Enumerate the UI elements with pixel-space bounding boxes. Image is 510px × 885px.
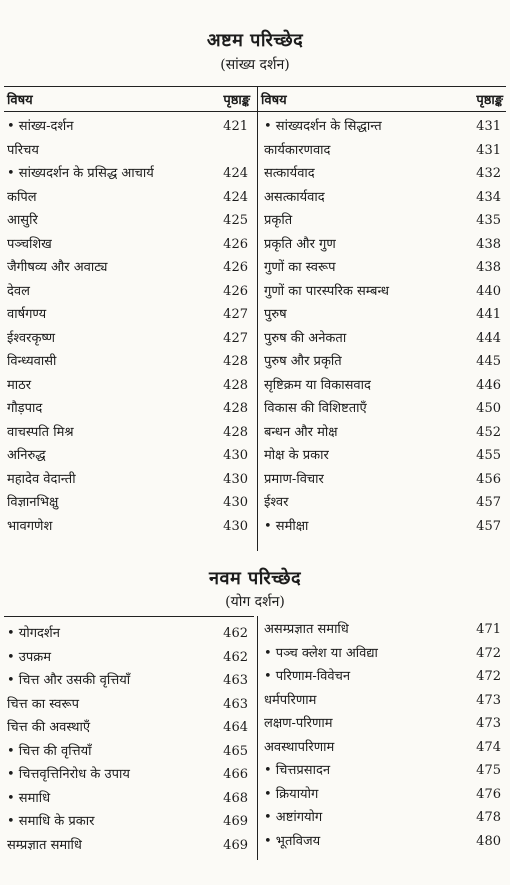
toc-entry-page: 430 <box>223 518 248 534</box>
toc-entry-page: 466 <box>223 767 248 782</box>
toc-entry-title: बन्धन और मोक्ष <box>264 424 338 440</box>
chapter-9-toc-table <box>4 616 506 864</box>
toc-entry-title: सत्कार्यवाद <box>264 166 315 181</box>
toc-entry-title: चित्त की अवस्थाएँ <box>7 720 91 735</box>
toc-entry-title: चित्त का स्वरूप <box>7 696 79 712</box>
table-header <box>4 86 254 110</box>
toc-row <box>258 115 507 139</box>
toc-row <box>258 397 507 421</box>
toc-entry-page: 474 <box>476 739 501 755</box>
chapter-9-subtitle: (योग दर्शन) <box>225 594 285 610</box>
toc-entry-page: 431 <box>476 119 501 134</box>
toc-entry-title: • पञ्च क्लेश या अविद्या <box>264 645 378 661</box>
toc-row <box>4 421 254 445</box>
toc-row <box>4 233 254 257</box>
toc-row <box>4 303 254 327</box>
toc-row <box>258 186 507 210</box>
toc-entry-page: 462 <box>223 649 248 665</box>
toc-entry-title: धर्मपरिणाम <box>264 692 317 708</box>
toc-row <box>4 716 254 740</box>
toc-row <box>4 834 254 858</box>
toc-entry-title: माठर <box>7 377 32 393</box>
toc-row <box>4 646 254 670</box>
table-header <box>258 86 507 110</box>
toc-entry-page: 428 <box>223 424 248 440</box>
toc-row <box>258 139 507 163</box>
toc-entry-page: 463 <box>223 696 248 712</box>
toc-row <box>258 256 507 280</box>
subject-header: विषय <box>7 93 33 108</box>
toc-entry-page: 425 <box>223 213 248 228</box>
toc-entry-title: मोक्ष के प्रकार <box>264 448 329 463</box>
chapter-8-left-column <box>4 86 254 551</box>
toc-entry-page: 426 <box>223 260 248 275</box>
toc-row <box>258 712 507 736</box>
toc-entry-page: 469 <box>223 837 248 853</box>
toc-entry-page: 446 <box>476 377 501 393</box>
toc-entry-page: 427 <box>223 307 248 322</box>
toc-row <box>258 642 507 666</box>
toc-entry-page: 427 <box>223 330 248 346</box>
toc-entry-page: 457 <box>476 495 501 510</box>
toc-entry-title: • चित्त की वृत्तियाँ <box>7 743 92 759</box>
toc-entry-title: • समाधि <box>7 790 51 806</box>
toc-row <box>258 689 507 713</box>
chapter-8-title: अष्टम परिच्छेद <box>206 30 304 51</box>
toc-entry-page: 480 <box>476 833 501 849</box>
toc-row <box>4 787 254 811</box>
toc-entry-title: • भूतविजय <box>264 833 321 849</box>
toc-entry-page: 476 <box>476 786 501 802</box>
toc-entry-title: विज्ञानभिक्षु <box>7 495 59 510</box>
chapter-8-right-column <box>257 86 507 551</box>
toc-entry-page: 426 <box>223 236 248 252</box>
toc-entry-title: ईश्वरकृष्ण <box>7 330 56 346</box>
toc-entry-page: 471 <box>476 622 501 637</box>
toc-row <box>258 327 507 351</box>
toc-row <box>4 468 254 492</box>
subject-header: विषय <box>261 93 287 108</box>
toc-entry-page: 472 <box>476 645 501 661</box>
toc-row <box>4 515 254 539</box>
toc-row <box>258 783 507 807</box>
toc-entry-page: 456 <box>476 471 501 487</box>
toc-entry-page: 445 <box>476 354 501 369</box>
toc-row <box>258 468 507 492</box>
toc-entry-title: अनिरुद्ध <box>7 448 46 463</box>
toc-entry-page: 438 <box>476 236 501 252</box>
toc-row <box>4 186 254 210</box>
toc-entry-title: • चित्त और उसकी वृत्तियाँ <box>7 673 131 688</box>
toc-row <box>4 669 254 693</box>
toc-row <box>4 162 254 186</box>
toc-entry-title: • परिणाम-विवेचन <box>264 669 351 684</box>
toc-row <box>4 115 254 139</box>
toc-entry-title: • चित्तप्रसादन <box>264 763 331 778</box>
toc-row <box>258 350 507 374</box>
toc-row <box>4 397 254 421</box>
toc-entry-title: महादेव वेदान्ती <box>7 471 76 487</box>
toc-entry-page: 452 <box>476 424 501 440</box>
toc-row <box>258 444 507 468</box>
toc-entry-page: 435 <box>476 213 501 228</box>
toc-entry-title: • योगदर्शन <box>7 626 60 641</box>
toc-entry-title: पुरुष की अनेकता <box>264 330 347 346</box>
table-top-rule <box>4 616 254 617</box>
toc-entry-title: अवस्थापरिणाम <box>264 739 335 755</box>
toc-entry-page: 473 <box>476 692 501 708</box>
toc-entry-title: गुणों का पारस्परिक सम्बन्ध <box>264 283 390 299</box>
toc-row <box>4 740 254 764</box>
toc-entry-page: 463 <box>223 673 248 688</box>
toc-row <box>4 139 254 163</box>
toc-entry-title: • चित्तवृत्तिनिरोध के उपाय <box>7 767 130 782</box>
toc-row <box>258 162 507 186</box>
toc-entry-page: 450 <box>476 401 501 416</box>
page-header: पृष्ठाङ्क <box>476 93 503 108</box>
toc-entry-title: • समीक्षा <box>264 518 309 534</box>
toc-entry-title: भावगणेश <box>7 518 53 534</box>
chapter-9-title: नवम परिच्छेद <box>208 568 302 589</box>
toc-entry-title: पुरुष और प्रकृति <box>264 354 342 369</box>
toc-entry-title: गौड़पाद <box>7 401 43 416</box>
toc-entry-page: 424 <box>223 166 248 181</box>
toc-entry-title: प्रकृति <box>264 213 293 228</box>
toc-entry-title: लक्षण-परिणाम <box>264 716 333 731</box>
toc-entry-page: 424 <box>223 189 248 205</box>
toc-row <box>4 209 254 233</box>
toc-entry-title: वाचस्पति मिश्र <box>7 424 74 440</box>
toc-row <box>4 763 254 787</box>
toc-entry-title: वार्षगण्य <box>7 307 47 322</box>
toc-entry-title: पुरुष <box>264 307 287 322</box>
toc-entry-title: • उपक्रम <box>7 649 52 665</box>
toc-entry-page: 444 <box>476 330 501 346</box>
toc-entry-page: 428 <box>223 354 248 369</box>
toc-row <box>258 209 507 233</box>
toc-row <box>4 256 254 280</box>
toc-row <box>258 830 507 854</box>
toc-entry-page: 430 <box>223 471 248 487</box>
toc-row <box>4 374 254 398</box>
toc-entry-title: आसुरि <box>7 213 38 228</box>
chapter-8-subtitle: (सांख्य दर्शन) <box>220 57 290 73</box>
toc-entry-title: परिचय <box>7 142 39 158</box>
toc-entry-page: 469 <box>223 814 248 829</box>
toc-row <box>258 806 507 830</box>
toc-entry-title: असत्कार्यवाद <box>264 189 325 205</box>
toc-row <box>4 327 254 351</box>
toc-row <box>258 515 507 539</box>
toc-entry-title: सृष्टिक्रम या विकासवाद <box>264 377 371 393</box>
chapter-9-right-column <box>257 616 507 860</box>
toc-entry-title: • अष्टांगयोग <box>264 810 323 825</box>
toc-entry-page: 434 <box>476 189 501 205</box>
toc-entry-title: देवल <box>7 283 30 299</box>
toc-entry-page: 440 <box>476 283 501 299</box>
toc-entry-page: 428 <box>223 377 248 393</box>
toc-entry-page: 478 <box>476 810 501 825</box>
toc-row <box>4 622 254 646</box>
toc-entry-page: 430 <box>223 495 248 510</box>
toc-entry-title: असम्प्रज्ञात समाधि <box>264 622 349 637</box>
toc-entry-title: • सांख्य-दर्शन <box>7 119 74 134</box>
toc-row <box>4 280 254 304</box>
toc-entry-page: 421 <box>223 119 248 134</box>
toc-row <box>258 759 507 783</box>
toc-row <box>4 491 254 515</box>
toc-entry-page: 441 <box>476 307 501 322</box>
toc-entry-page: 438 <box>476 260 501 275</box>
toc-row <box>4 444 254 468</box>
toc-row <box>258 233 507 257</box>
toc-entry-page: 464 <box>223 720 248 735</box>
toc-entry-title: विन्ध्यवासी <box>7 354 57 369</box>
chapter-8-toc-table <box>4 86 506 556</box>
toc-row <box>258 736 507 760</box>
toc-entry-title: कपिल <box>7 189 37 205</box>
toc-entry-page: 475 <box>476 763 501 778</box>
toc-entry-page: 472 <box>476 669 501 684</box>
toc-row <box>258 618 507 642</box>
toc-row <box>258 491 507 515</box>
toc-entry-title: कार्यकारणवाद <box>264 142 331 158</box>
page-header: पृष्ठाङ्क <box>223 93 250 108</box>
toc-entry-page: 457 <box>476 518 501 534</box>
toc-row <box>4 350 254 374</box>
toc-entry-title: प्रमाण-विचार <box>264 471 324 487</box>
toc-entry-title: पञ्चशिख <box>7 236 52 252</box>
toc-entry-title: प्रकृति और गुण <box>264 236 336 252</box>
toc-entry-page: 455 <box>476 448 501 463</box>
toc-entry-page: 431 <box>476 142 501 158</box>
toc-entry-page: 473 <box>476 716 501 731</box>
toc-entry-page: 468 <box>223 790 248 806</box>
toc-row <box>258 421 507 445</box>
toc-entry-page: 465 <box>223 743 248 759</box>
toc-entry-page: 432 <box>476 166 501 181</box>
toc-entry-title: • समाधि के प्रकार <box>7 814 95 829</box>
toc-entry-title: • सांख्यदर्शन के प्रसिद्ध आचार्य <box>7 166 154 181</box>
toc-entry-title: जैगीषव्य और अवाट्य <box>7 260 108 275</box>
toc-row <box>4 693 254 717</box>
toc-entry-page: 462 <box>223 626 248 641</box>
toc-row <box>258 280 507 304</box>
toc-entry-title: ईश्वर <box>264 495 289 510</box>
chapter-9-left-column <box>4 620 254 860</box>
toc-entry-title: गुणों का स्वरूप <box>264 260 336 275</box>
toc-row <box>4 810 254 834</box>
toc-entry-title: • सांख्यदर्शन के सिद्धान्त <box>264 119 382 134</box>
toc-row <box>258 303 507 327</box>
toc-entry-page: 426 <box>223 283 248 299</box>
toc-entry-title: • क्रियायोग <box>264 786 319 802</box>
toc-entry-page: 428 <box>223 401 248 416</box>
toc-entry-title: विकास की विशिष्टताएँ <box>264 401 367 416</box>
toc-entry-title: सम्प्रज्ञात समाधि <box>7 837 82 853</box>
toc-row <box>258 374 507 398</box>
toc-row <box>258 665 507 689</box>
toc-entry-page: 430 <box>223 448 248 463</box>
